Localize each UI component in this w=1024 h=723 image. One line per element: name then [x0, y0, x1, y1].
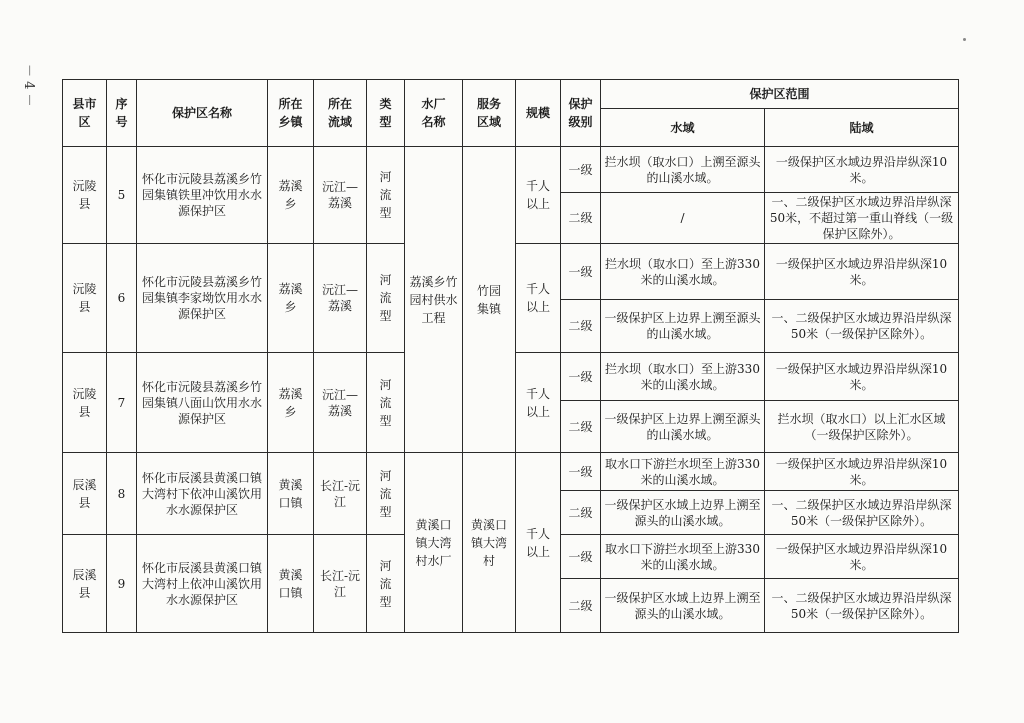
- land-cell: 一、二级保护区水域边界沿岸纵深50米，不超过第一重山脊线（一级保护区除外）。: [765, 193, 959, 244]
- header-scale: 规模: [516, 80, 561, 147]
- type-cell: 河流型: [367, 353, 405, 453]
- type-cell: 河流型: [367, 244, 405, 353]
- land-cell: 一级保护区水域边界沿岸纵深10米。: [765, 535, 959, 579]
- header-town: 所在乡镇: [268, 80, 314, 147]
- header-land: 陆域: [765, 109, 959, 147]
- header-county: 县市区: [63, 80, 107, 147]
- water-cell: 一级保护区水域上边界上溯至源头的山溪水域。: [601, 579, 765, 633]
- plant-cell: 荔溪乡竹园村供水工程: [405, 147, 463, 453]
- level-cell: 二级: [561, 401, 601, 453]
- seq-cell: 6: [107, 244, 137, 353]
- land-cell: 一、二级保护区水域边界沿岸纵深50米（一级保护区除外）。: [765, 491, 959, 535]
- header-range: 保护区范围: [601, 80, 959, 109]
- level-cell: 一级: [561, 244, 601, 300]
- land-cell: 拦水坝（取水口）以上汇水区域（一级保护区除外）。: [765, 401, 959, 453]
- service-cell: 竹园集镇: [463, 147, 516, 453]
- header-basin: 所在流域: [314, 80, 367, 147]
- scan-speck: [963, 38, 966, 41]
- protection-zone-table: [62, 79, 959, 633]
- name-cell: 怀化市辰溪县黄溪口镇大湾村上依冲山溪饮用水水源保护区: [137, 535, 268, 633]
- header-row-1: [63, 80, 959, 109]
- seq-cell: 7: [107, 353, 137, 453]
- name-cell: 怀化市沅陵县荔溪乡竹园集镇铁里冲饮用水水源保护区: [137, 147, 268, 244]
- name-cell: 怀化市沅陵县荔溪乡竹园集镇李家坳饮用水水源保护区: [137, 244, 268, 353]
- header-seq: 序号: [107, 80, 137, 147]
- basin-cell: 沅江—荔溪: [314, 244, 367, 353]
- water-cell: 拦水坝（取水口）至上游330米的山溪水域。: [601, 353, 765, 401]
- county-cell: 沅陵县: [63, 147, 107, 244]
- service-cell: 黄溪口镇大湾村: [463, 453, 516, 633]
- land-cell: 一、二级保护区水域边界沿岸纵深50米（一级保护区除外）。: [765, 300, 959, 353]
- basin-cell: 沅江—荔溪: [314, 353, 367, 453]
- plant-cell: 黄溪口镇大湾村水厂: [405, 453, 463, 633]
- water-cell: 一级保护区上边界上溯至源头的山溪水域。: [601, 401, 765, 453]
- water-cell: 一级保护区水域上边界上溯至源头的山溪水域。: [601, 491, 765, 535]
- basin-cell: 沅江—荔溪: [314, 147, 367, 244]
- level-cell: 二级: [561, 491, 601, 535]
- scale-cell: 千人以上: [516, 453, 561, 633]
- name-cell: 怀化市沅陵县荔溪乡竹园集镇八面山饮用水水源保护区: [137, 353, 268, 453]
- town-cell: 荔溪乡: [268, 353, 314, 453]
- header-name: 保护区名称: [137, 80, 268, 147]
- seq-cell: 9: [107, 535, 137, 633]
- county-cell: 沅陵县: [63, 353, 107, 453]
- level-cell: 二级: [561, 300, 601, 353]
- level-cell: 一级: [561, 453, 601, 491]
- level-cell: 一级: [561, 147, 601, 193]
- table-row: [63, 147, 959, 193]
- land-cell: 一级保护区水域边界沿岸纵深10米。: [765, 353, 959, 401]
- level-cell: 一级: [561, 353, 601, 401]
- level-cell: 一级: [561, 535, 601, 579]
- scale-cell: 千人以上: [516, 147, 561, 244]
- header-level: 保护级别: [561, 80, 601, 147]
- land-cell: 一级保护区水域边界沿岸纵深10米。: [765, 453, 959, 491]
- type-cell: 河流型: [367, 453, 405, 535]
- county-cell: 辰溪县: [63, 535, 107, 633]
- type-cell: 河流型: [367, 535, 405, 633]
- page-number: － 4 －: [21, 64, 36, 107]
- level-cell: 二级: [561, 193, 601, 244]
- town-cell: 黄溪口镇: [268, 535, 314, 633]
- basin-cell: 长江-沅江: [314, 453, 367, 535]
- water-cell: 取水口下游拦水坝至上游330米的山溪水域。: [601, 453, 765, 491]
- town-cell: 黄溪口镇: [268, 453, 314, 535]
- type-cell: 河流型: [367, 147, 405, 244]
- scale-cell: 千人以上: [516, 244, 561, 353]
- basin-cell: 长江-沅江: [314, 535, 367, 633]
- land-cell: 一级保护区水域边界沿岸纵深10米。: [765, 244, 959, 300]
- county-cell: 辰溪县: [63, 453, 107, 535]
- water-cell: 拦水坝（取水口）至上游330米的山溪水域。: [601, 244, 765, 300]
- water-cell: 取水口下游拦水坝至上游330米的山溪水域。: [601, 535, 765, 579]
- water-cell: /: [601, 193, 765, 244]
- scale-cell: 千人以上: [516, 353, 561, 453]
- header-type: 类型: [367, 80, 405, 147]
- name-cell: 怀化市辰溪县黄溪口镇大湾村下依冲山溪饮用水水源保护区: [137, 453, 268, 535]
- header-water: 水域: [601, 109, 765, 147]
- town-cell: 荔溪乡: [268, 147, 314, 244]
- land-cell: 一、二级保护区水域边界沿岸纵深50米（一级保护区除外）。: [765, 579, 959, 633]
- county-cell: 沅陵县: [63, 244, 107, 353]
- header-service: 服务区域: [463, 80, 516, 147]
- header-plant: 水厂名称: [405, 80, 463, 147]
- level-cell: 二级: [561, 579, 601, 633]
- land-cell: 一级保护区水域边界沿岸纵深10米。: [765, 147, 959, 193]
- seq-cell: 5: [107, 147, 137, 244]
- seq-cell: 8: [107, 453, 137, 535]
- table-row: [63, 453, 959, 491]
- water-cell: 拦水坝（取水口）上溯至源头的山溪水域。: [601, 147, 765, 193]
- water-cell: 一级保护区上边界上溯至源头的山溪水域。: [601, 300, 765, 353]
- town-cell: 荔溪乡: [268, 244, 314, 353]
